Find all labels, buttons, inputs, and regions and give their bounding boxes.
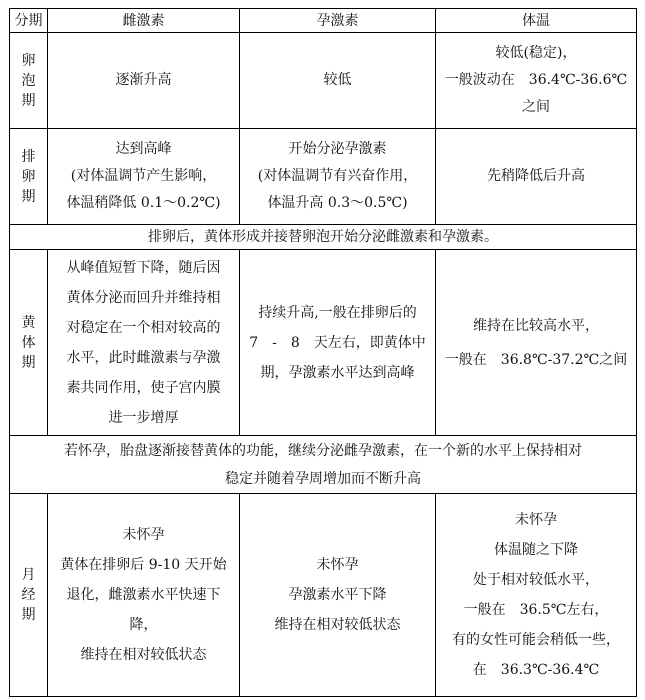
luteal-phase-label: 黄 体 期 [10, 250, 48, 436]
ovulation-phase-label: 排 卵 期 [10, 129, 48, 225]
menstrual-temperature: 未怀孕 体温随之下降 处于相对较低水平， 一般在 36.5℃左右， 有的女性可能会稍低一些， 在 36.3℃-36.4℃ [436, 494, 637, 697]
header-progesterone: 孕激素 [240, 9, 436, 33]
header-temperature: 体温 [436, 9, 637, 33]
menstrual-progesterone: 未怀孕 孕激素水平下降 维持在相对较低状态 [240, 494, 436, 697]
menstrual-phase-label: 月 经 期 [10, 494, 48, 697]
ovulation-progesterone: 开始分泌孕激素 (对体温调节有兴奋作用， 体温升高 0.3～0.5℃) [240, 129, 436, 225]
menstrual-estrogen: 未怀孕 黄体在排卵后 9-10 天开始 退化，雌激素水平快速下 降， 维持在相对较低状态 [48, 494, 240, 697]
ovulation-estrogen: 达到高峰 (对体温调节产生影响， 体温稍降低 0.1～0.2℃) [48, 129, 240, 225]
ovulation-temperature: 先稍降低后升高 [436, 129, 637, 225]
pregnancy-row [10, 436, 637, 494]
header-row [10, 9, 637, 33]
luteal-progesterone: 持续升高,一般在排卵后的 7 - 8 天左右，即黄体中 期，孕激素水平达到高峰 [240, 250, 436, 436]
header-estrogen: 雌激素 [48, 9, 240, 33]
menstrual-row [10, 494, 637, 697]
luteal-temperature: 维持在比较高水平， 一般在 36.8℃-37.2℃之间 [436, 250, 637, 436]
header-phase: 分期 [10, 9, 48, 33]
follicular-temperature: 较低(稳定)， 一般波动在 36.4℃-36.6℃ 之间 [436, 33, 637, 129]
post-ovulation-row [10, 225, 637, 250]
ovulation-row [10, 129, 637, 225]
follicular-estrogen: 逐渐升高 [48, 33, 240, 129]
follicular-progesterone: 较低 [240, 33, 436, 129]
follicular-row [10, 33, 637, 129]
luteal-row [10, 250, 637, 436]
menstrual-cycle-table [9, 8, 637, 697]
pregnancy-note: 若怀孕，胎盘逐渐接替黄体的功能，继续分泌雌孕激素，在一个新的水平上保持相对 稳定并随着孕周增加而不断升高 [10, 436, 637, 494]
follicular-phase-label: 卵 泡 期 [10, 33, 48, 129]
post-ovulation-note: 排卵后，黄体形成并接替卵泡开始分泌雌激素和孕激素。 [10, 225, 637, 250]
luteal-estrogen: 从峰值短暂下降，随后因 黄体分泌而回升并维持相 对稳定在一个相对较高的 水平，此时雌激素与孕激 素共同作用，使子宫内膜 进一步增厚 [48, 250, 240, 436]
